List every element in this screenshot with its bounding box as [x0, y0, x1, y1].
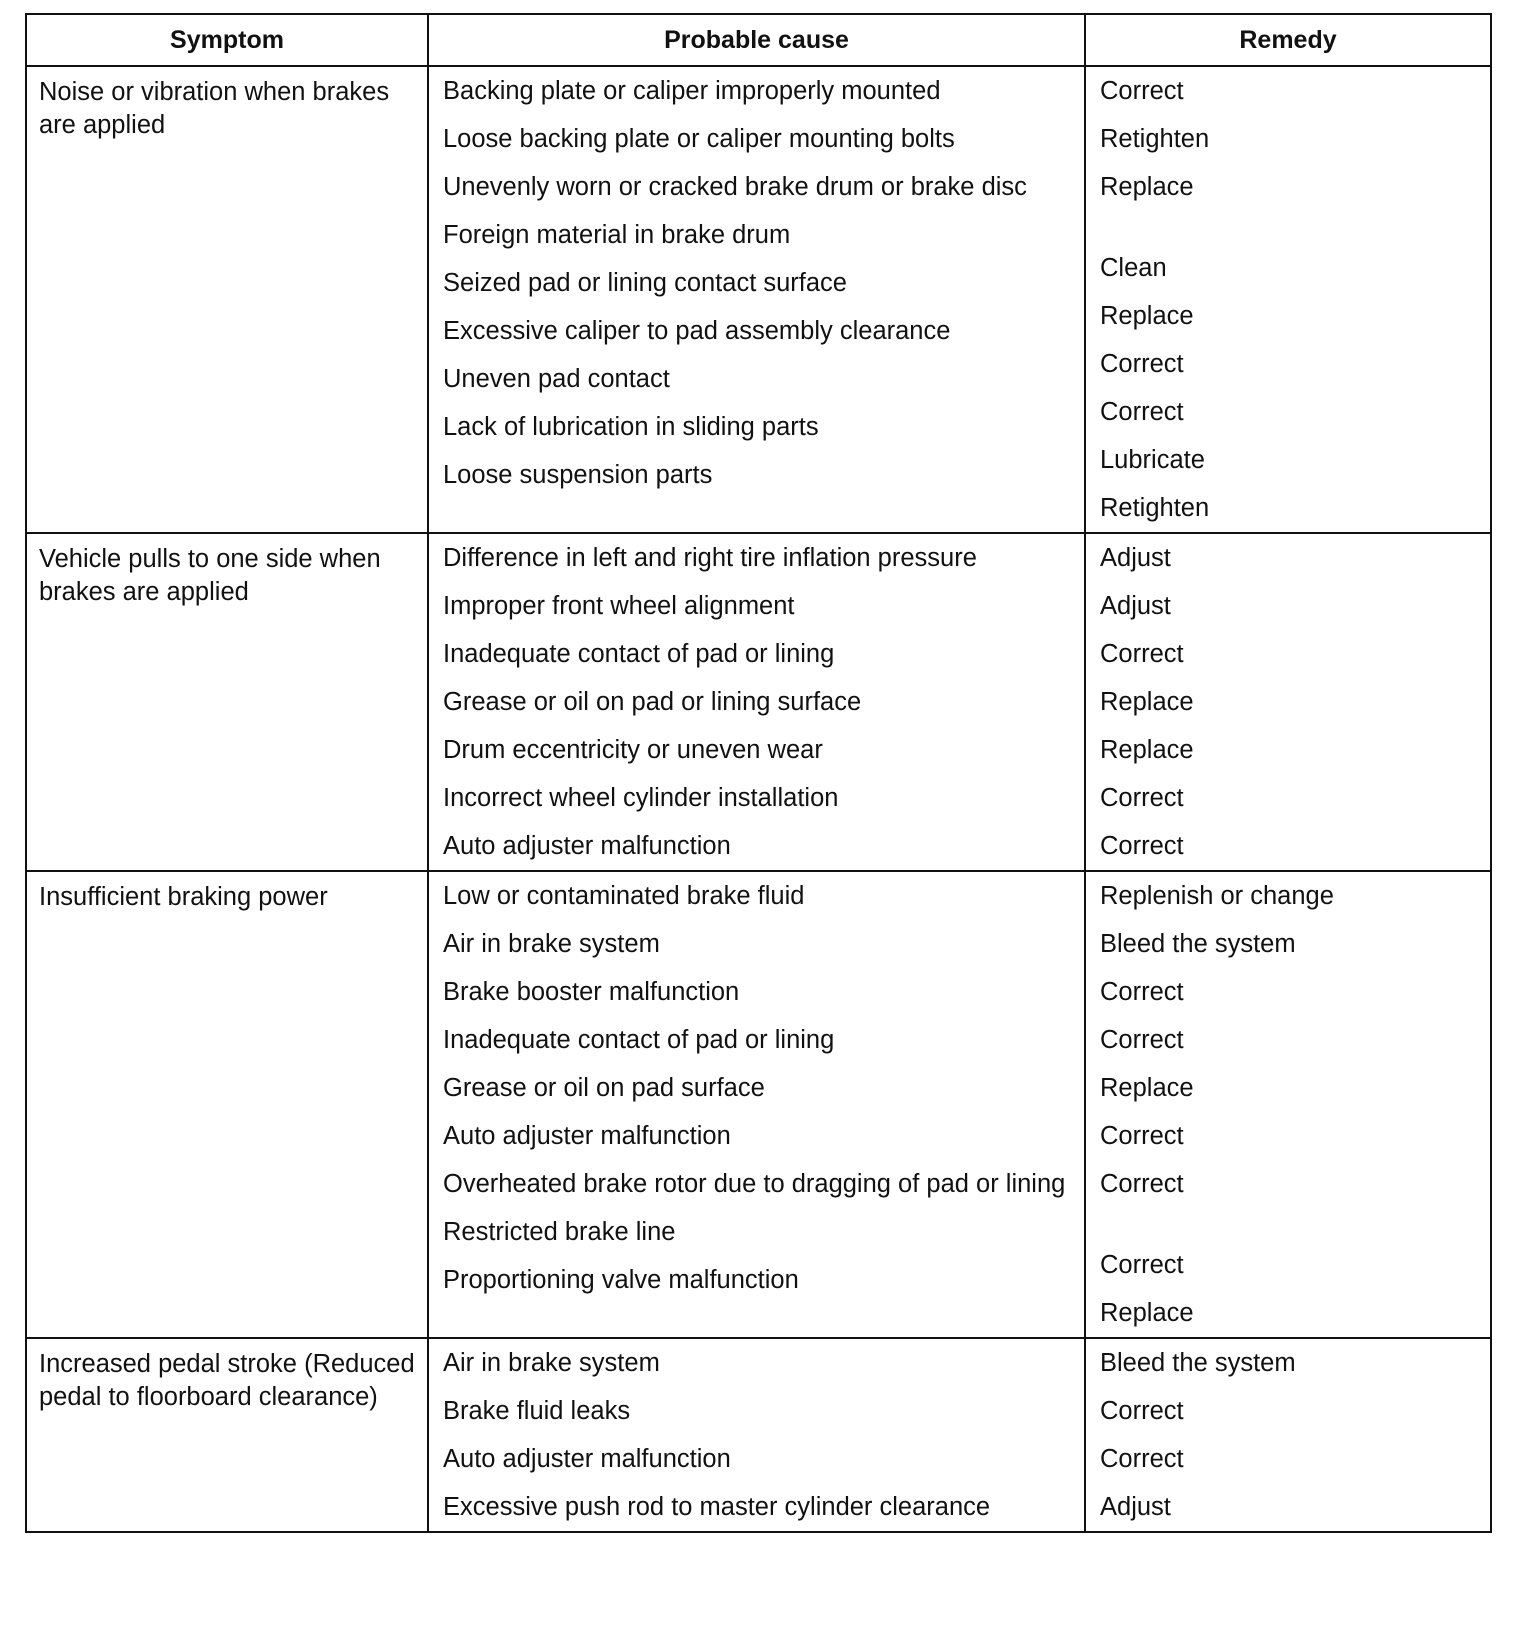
- cause-cell: Seized pad or lining contact surface: [443, 269, 847, 297]
- table-row: [26, 1338, 1491, 1532]
- cause-cell: Drum eccentricity or uneven wear: [443, 736, 823, 764]
- symptom-group: [26, 1338, 1491, 1532]
- header-probable-cause: Probable cause: [428, 14, 1085, 66]
- remedy-cell: Correct: [1100, 1445, 1184, 1473]
- cause-cell: Foreign material in brake drum: [443, 221, 791, 249]
- symptom-group: [26, 66, 1491, 533]
- cause-cell: Auto adjuster malfunction: [443, 1122, 731, 1150]
- remedy-cell: Replace: [1100, 1074, 1194, 1102]
- remedy-cell: Correct: [1100, 1397, 1184, 1425]
- cause-cell: Unevenly worn or cracked brake drum or brake disc: [443, 173, 1027, 201]
- remedy-cell: Correct: [1100, 978, 1184, 1006]
- remedy-cell: Replace: [1100, 1299, 1194, 1327]
- symptom-text: Vehicle pulls to one side when brakes are applied: [39, 545, 381, 606]
- remedy-cell: Correct: [1100, 832, 1184, 860]
- remedy-cell: Correct: [1100, 350, 1184, 378]
- cause-column: [428, 533, 1085, 871]
- remedy-cell: Replenish or change: [1100, 882, 1334, 910]
- table-row: [26, 66, 1491, 533]
- cause-cell: Inadequate contact of pad or lining: [443, 640, 835, 668]
- header-remedy: Remedy: [1085, 14, 1491, 66]
- symptom-text: Increased pedal stroke (Reduced pedal to floorboard clearance): [39, 1350, 415, 1411]
- remedy-cell: Retighten: [1100, 125, 1210, 153]
- remedy-cell: Replace: [1100, 302, 1194, 330]
- cause-cell: Uneven pad contact: [443, 365, 670, 393]
- cause-cell: Low or contaminated brake fluid: [443, 882, 805, 910]
- symptom-text: Noise or vibration when brakes are applied: [39, 78, 390, 139]
- remedy-cell: Correct: [1100, 77, 1184, 105]
- remedy-cell: Lubricate: [1100, 446, 1205, 474]
- remedy-cell: Adjust: [1100, 592, 1171, 620]
- troubleshooting-table: [25, 13, 1492, 1533]
- symptom-cell: [26, 533, 428, 871]
- cause-cell: Grease or oil on pad or lining surface: [443, 688, 862, 716]
- remedy-cell: Retighten: [1100, 494, 1210, 522]
- symptom-group: [26, 871, 1491, 1338]
- cause-cell: Loose backing plate or caliper mounting bolts: [443, 125, 955, 153]
- cause-column: [428, 871, 1085, 1338]
- troubleshooting-page: [25, 13, 1490, 1533]
- cause-cell: Brake booster malfunction: [443, 978, 740, 1006]
- cause-cell: Overheated brake rotor due to dragging of pad or lining: [443, 1170, 1066, 1198]
- cause-cell: Brake fluid leaks: [443, 1397, 631, 1425]
- cause-cell: Incorrect wheel cylinder installation: [443, 784, 839, 812]
- table-row: [26, 533, 1491, 871]
- symptom-cell: [26, 1338, 428, 1532]
- cause-column: [428, 1338, 1085, 1532]
- remedy-cell: Correct: [1100, 1251, 1184, 1279]
- remedy-cell: Bleed the system: [1100, 930, 1296, 958]
- cause-cell: Auto adjuster malfunction: [443, 1445, 731, 1473]
- remedy-cell: Replace: [1100, 736, 1194, 764]
- cause-cell: Air in brake system: [443, 930, 660, 958]
- remedy-cell: Clean: [1100, 254, 1167, 282]
- cause-cell: Auto adjuster malfunction: [443, 832, 731, 860]
- remedy-cell: Correct: [1100, 784, 1184, 812]
- remedy-cell: Replace: [1100, 688, 1194, 716]
- cause-cell: Improper front wheel alignment: [443, 592, 795, 620]
- remedy-cell: Adjust: [1100, 1493, 1171, 1521]
- cause-cell: Backing plate or caliper improperly mounted: [443, 77, 941, 105]
- remedy-cell: Adjust: [1100, 544, 1171, 572]
- cause-cell: Proportioning valve malfunction: [443, 1266, 799, 1294]
- remedy-cell: Replace: [1100, 173, 1194, 201]
- remedy-cell: Bleed the system: [1100, 1349, 1296, 1377]
- cause-cell: Difference in left and right tire inflation pressure: [443, 544, 977, 572]
- symptom-text: Insufficient braking power: [39, 883, 328, 911]
- remedy-cell: Correct: [1100, 640, 1184, 668]
- header-row: [26, 14, 1491, 66]
- symptom-cell: [26, 66, 428, 533]
- remedy-column: [1085, 66, 1491, 533]
- remedy-cell: Correct: [1100, 1170, 1184, 1198]
- cause-cell: Grease or oil on pad surface: [443, 1074, 765, 1102]
- cause-cell: Loose suspension parts: [443, 461, 713, 489]
- symptom-cell: [26, 871, 428, 1338]
- remedy-column: [1085, 1338, 1491, 1532]
- remedy-cell: Correct: [1100, 1026, 1184, 1054]
- cause-cell: Inadequate contact of pad or lining: [443, 1026, 835, 1054]
- cause-cell: Lack of lubrication in sliding parts: [443, 413, 819, 441]
- symptom-group: [26, 533, 1491, 871]
- cause-cell: Air in brake system: [443, 1349, 660, 1377]
- cause-cell: Excessive push rod to master cylinder clearance: [443, 1493, 991, 1521]
- cause-cell: Excessive caliper to pad assembly clearance: [443, 317, 951, 345]
- remedy-column: [1085, 533, 1491, 871]
- cause-column: [428, 66, 1085, 533]
- header-symptom: Symptom: [26, 14, 428, 66]
- remedy-column: [1085, 871, 1491, 1338]
- remedy-cell: Correct: [1100, 398, 1184, 426]
- remedy-cell: Correct: [1100, 1122, 1184, 1150]
- table-row: [26, 871, 1491, 1338]
- cause-cell: Restricted brake line: [443, 1218, 676, 1246]
